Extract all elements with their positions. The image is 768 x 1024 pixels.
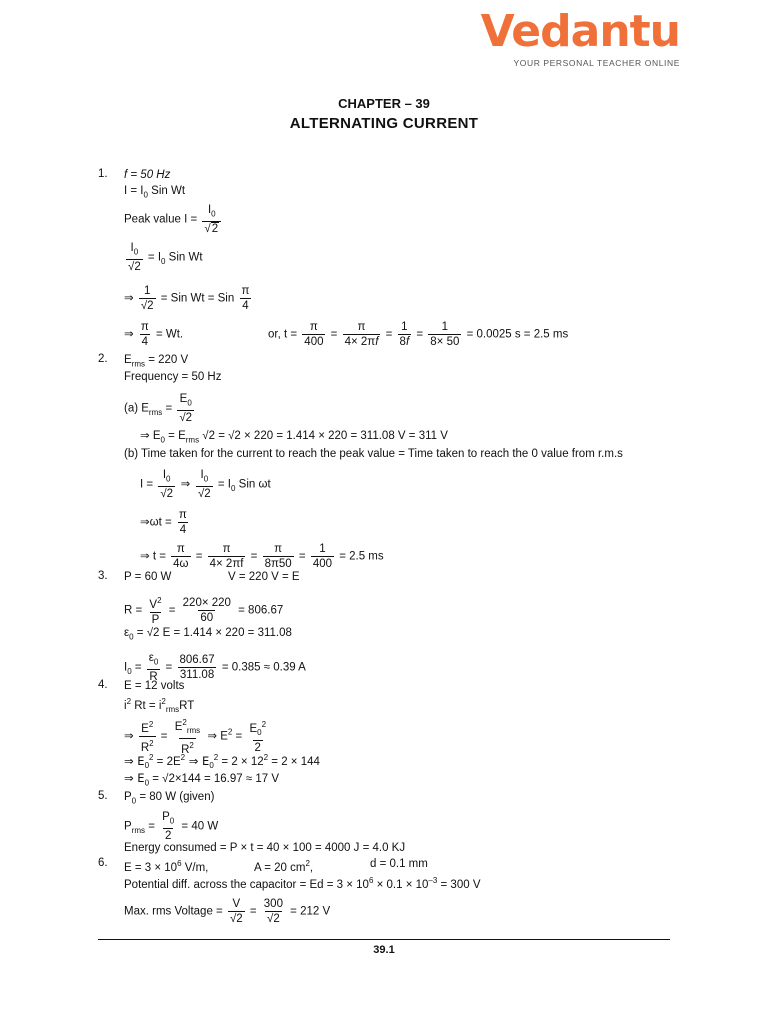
question-number-5: 5.	[98, 790, 108, 802]
q3-line-1	[124, 570, 171, 584]
fraction: $\frac{E_0}{√2}$	[179, 393, 193, 425]
q4-line-1	[124, 679, 184, 693]
q5-line-3	[124, 841, 405, 855]
q3-epsilon: ε	[124, 627, 130, 639]
q6-line-3: Max. rms Voltage = $\frac{V}{√2}$ = $\frac{300}{√2}$ = 212 V	[124, 898, 331, 925]
q1-result: = 0.0025 s = 2.5 ms	[463, 328, 569, 341]
q2-eq2: = E	[164, 430, 186, 442]
q4-e0-2: ⇒ E	[185, 753, 210, 768]
page-number: 39.1	[373, 944, 395, 956]
q6-line-2: Potential diff. across the capacitor = $Ed = 3 \times 10^6 \times 0.1 \times 10^{-3} = 300$ V	[124, 876, 481, 891]
q2-eq4: = I	[214, 478, 232, 491]
q2-line-2	[124, 370, 221, 384]
q2-erms-val: = 220 V	[145, 354, 189, 366]
question-number-3: 3.	[98, 570, 108, 582]
q1-line-6b: or, t = $\frac{\pi}{400}$ = $\frac{\pi}{4\times 2\pi f}$ = $\frac{1}{8f}$ = $\frac{1}{8\times 50}$ = 0.0025 s = 2.5 ms	[268, 321, 569, 348]
q4-e0: ⇒ E	[124, 753, 145, 768]
q3-power: P = 60 W	[124, 571, 172, 583]
fraction: $\frac{1}{8\times 50}$	[430, 321, 460, 348]
fraction: $\frac{\pi}{4\times 2\pi f}$	[344, 321, 379, 348]
fraction: $\frac{\pi}{4}$	[140, 321, 149, 348]
fraction: $\frac{I_0}{√2}$	[128, 242, 141, 274]
fraction: $\frac{I_0}{√2}$	[202, 203, 221, 236]
q6-comma: ,	[309, 861, 314, 874]
q1-eq: = I	[144, 251, 162, 264]
q6-potential: Potential diff. across the capacitor = Ed = 3 × 10	[124, 878, 369, 891]
q6-max-rms: Max. rms Voltage =	[124, 905, 226, 918]
q4-rt: Rt = i	[131, 699, 162, 712]
q5-eq: =	[145, 820, 159, 833]
q6-result: = 212 V	[286, 905, 331, 918]
q6-area: A = 20 cm	[254, 861, 306, 874]
q1-line-1	[124, 168, 170, 182]
footer-divider	[98, 939, 670, 940]
fraction: $\frac{V^2}{P}$	[149, 596, 162, 626]
sub-rms: rms	[131, 359, 145, 369]
q6-line-1: $E = 3 \times 10^6$ V/m,	[124, 859, 209, 874]
q4-line-5: ⇒ $E_0 = √2\times 144 = 16.97 \approx 17$ V	[124, 771, 279, 788]
question-number-4: 4.	[98, 679, 108, 691]
fraction: $\frac{P_0}{2}$	[162, 811, 175, 843]
q1-or-t: or, t =	[268, 328, 301, 341]
q2-result: = 2.5 ms	[336, 550, 384, 563]
q5-result: = 40 W	[178, 820, 219, 833]
q4-result: = 16.97 ≈ 17 V	[200, 773, 279, 785]
q5-line-1: $P_0 = 80$ W (given)	[124, 791, 215, 806]
q1-peak-label: Peak value I =	[124, 213, 201, 226]
fraction: $\frac{E^2}{R^2}$	[140, 720, 154, 754]
q4-2x12: = 2 × 12	[218, 755, 264, 768]
q1-line-6: ⇒ $\frac{\pi}{4}$ = Wt.	[124, 321, 184, 348]
fraction: $\frac{\pi}{4\omega}$	[173, 543, 189, 570]
q2-sin-wt: Sin ωt	[235, 478, 271, 491]
q1-freq: f = 50 Hz	[124, 169, 171, 181]
q4-line-3: ⇒ $\frac{E^2}{R^2}$ = $\frac{E^2_{rms}}{R^2}$ ⇒ $E^2$ = $\frac{E_0^2}{2}$	[124, 718, 267, 756]
q2-line-7	[140, 508, 191, 537]
q2-e0-result: × 220 = 1.414 × 220 = 311.08 V = 311 V	[240, 430, 448, 442]
q1-sinwt: Sin Wt	[147, 185, 186, 197]
q1-wt: = Wt.	[152, 328, 184, 341]
q3-i0: I	[124, 661, 128, 674]
q6-field: E = 3 × 10	[124, 861, 178, 874]
q6-vm: V/m,	[181, 861, 209, 874]
q1-i-eq: I = I	[124, 185, 144, 197]
q2-frequency: Frequency = 50 Hz	[124, 371, 222, 383]
q3-r-eq: R =	[124, 604, 146, 617]
q4-e0-3: ⇒ E	[124, 771, 145, 785]
q3-i-result: = 0.385 ≈ 0.39 A	[218, 661, 306, 674]
q5-p0-val: = 80 W (given)	[136, 791, 215, 803]
q3-line-3: $\varepsilon_0 = √2$ E = 1.414 × 220 = 311.08	[124, 627, 292, 642]
chapter-title: ALTERNATING CURRENT	[289, 115, 479, 132]
fraction: $\frac{1}{8f}$	[399, 321, 410, 348]
q4-2e: = 2E	[153, 755, 181, 768]
q2-line-3: (a) $E_{rms}$ = $\frac{E_0}{√2}$	[124, 393, 193, 425]
fraction: $\frac{1}{√2}$	[140, 285, 154, 312]
q3-line-2: R = $\frac{V^2}{P}$ = $\frac{220\times 220}{60}$ = 806.67	[124, 596, 284, 626]
fraction: $\frac{I_0}{√2}$	[160, 469, 174, 501]
fraction: $\frac{E_0^2}{2}$	[249, 719, 267, 755]
question-number-6: 6.	[98, 857, 108, 869]
logo-tagline: YOUR PERSONAL TEACHER ONLINE	[513, 58, 680, 68]
fraction: $\frac{806.67}{311.08}$	[179, 654, 215, 682]
implies-arrow: ⇒	[177, 476, 194, 491]
q5-energy: Energy consumed = P × t = 40 × 100 = 4000 J = 4.0 KJ	[124, 842, 406, 854]
q3-r-result: = 806.67	[234, 604, 284, 617]
fraction: $\frac{300}{√2}$	[263, 898, 283, 925]
fraction: $\frac{\pi}{4}$	[178, 509, 187, 536]
q6-mult: × 0.1 × 10	[373, 878, 429, 891]
q4-2x144: = 2 × 144	[268, 755, 320, 768]
fraction: $\frac{\pi}{4}$	[241, 285, 250, 312]
q3-line-4: $I_0$ = $\frac{\varepsilon_0}{R}$ = $\frac{806.67}{311.08}$ = 0.385 ≈ 0.39 A	[124, 652, 306, 684]
q3-eps-result: E = 1.414 × 220 = 311.08	[159, 627, 292, 639]
q5-line-2: $P_{rms}$ = $\frac{P_0}{2}$ = 40 W	[124, 811, 219, 843]
q4-emf: E = 12 volts	[124, 680, 185, 692]
q4-line-4: ⇒ $E_0^2 = 2E^2$ ⇒ $E_0^2 = 2 \times 12^2 = 2 \times 144$	[124, 753, 320, 771]
fraction: $\frac{220\times 220}{60}$	[182, 596, 231, 624]
q1-line-2	[124, 184, 185, 202]
q1-sin-eq: = Sin Wt = Sin	[157, 292, 238, 305]
q4-eq: =	[149, 773, 163, 785]
q1-line-5: ⇒ $\frac{1}{√2}$ = Sin Wt = Sin $\frac{\pi}{4}$	[124, 285, 250, 312]
fraction: $\frac{E^2_{rms}}{R^2}$	[174, 718, 201, 756]
q2-line-1	[124, 353, 188, 371]
fraction: $\frac{1}{400}$	[312, 543, 332, 570]
fraction: $\frac{\pi}{4\times 2\pi f}$	[209, 543, 244, 570]
q2-e0: ⇒ E	[140, 430, 161, 442]
question-number-2: 2.	[98, 353, 108, 365]
fraction: $\frac{\varepsilon_0}{R}$	[148, 652, 159, 684]
logo-wordmark: Vedantu	[480, 6, 680, 57]
q1-line-4: $\frac{I_0}{√2}$ = $I_0$ Sin Wt	[128, 242, 203, 274]
chapter-number: CHAPTER – 39	[338, 96, 430, 111]
q3-eq2: =	[131, 661, 145, 674]
fraction: $\frac{\pi}{8\pi 50}$	[264, 543, 292, 570]
q2-erms: E	[124, 354, 132, 366]
q2-line-5	[124, 447, 623, 461]
fraction: $\frac{I_0}{√2}$	[197, 469, 211, 501]
q4-line-2: $i^2$ $Rt = i^2_{rms}RT$	[124, 697, 195, 715]
q6-300v: = 300 V	[437, 878, 481, 891]
sub-0: 0	[143, 190, 148, 200]
q1-sinwt-2: Sin Wt	[165, 251, 203, 264]
q2-i-eq: I =	[140, 478, 157, 491]
q5-p0: P	[124, 791, 132, 803]
q6-distance: d = 0.1 mm	[370, 858, 428, 870]
fraction: $\frac{V}{√2}$	[229, 898, 243, 925]
q2-t-eq: ⇒ t =	[140, 550, 170, 563]
q2-eq3: =	[215, 430, 229, 442]
chapter-heading	[0, 96, 768, 132]
q2-line-8: ⇒ t = $\frac{\pi}{4\omega}$ = $\frac{\pi}{4\times 2\pi f}$ = $\frac{\pi}{8\pi 50}$ = $\frac{1}{400}$ = 2.5 ms	[140, 543, 384, 570]
vedantu-logo	[481, 8, 680, 68]
q2-line-4: ⇒ $E_0 = E_{rms}$ √2 = √2 × 220 = 1.414 × 220 = 311.08 V = 311 V	[140, 430, 448, 445]
q4-rt2: RT	[179, 699, 195, 712]
q2-part-a: (a) E	[124, 402, 149, 415]
q2-line-6: I = $\frac{I_0}{√2}$ ⇒ $\frac{I_0}{√2}$ = $I_0$ Sin ωt	[140, 469, 271, 501]
q6-line-1b: A = 20 $cm^2$,	[254, 859, 314, 874]
q5-prms: P	[124, 820, 132, 833]
q3-eq: =	[133, 627, 147, 639]
q6-line-1c	[370, 857, 428, 871]
q4-i: i	[124, 699, 127, 712]
q3-voltage: V = 220 V = E	[228, 571, 300, 583]
q2-part-b: (b) Time taken for the current to reach the peak value = Time taken to reach the 0 value from r.m.s	[124, 448, 623, 460]
q3-line-1b	[228, 570, 300, 584]
fraction: $\frac{\pi}{400}$	[304, 321, 324, 348]
q2-eq: =	[162, 402, 176, 415]
q1-line-3	[124, 203, 223, 236]
q2-omega-t: ⇒ωt =	[140, 516, 175, 529]
question-number-1: 1.	[98, 168, 108, 180]
